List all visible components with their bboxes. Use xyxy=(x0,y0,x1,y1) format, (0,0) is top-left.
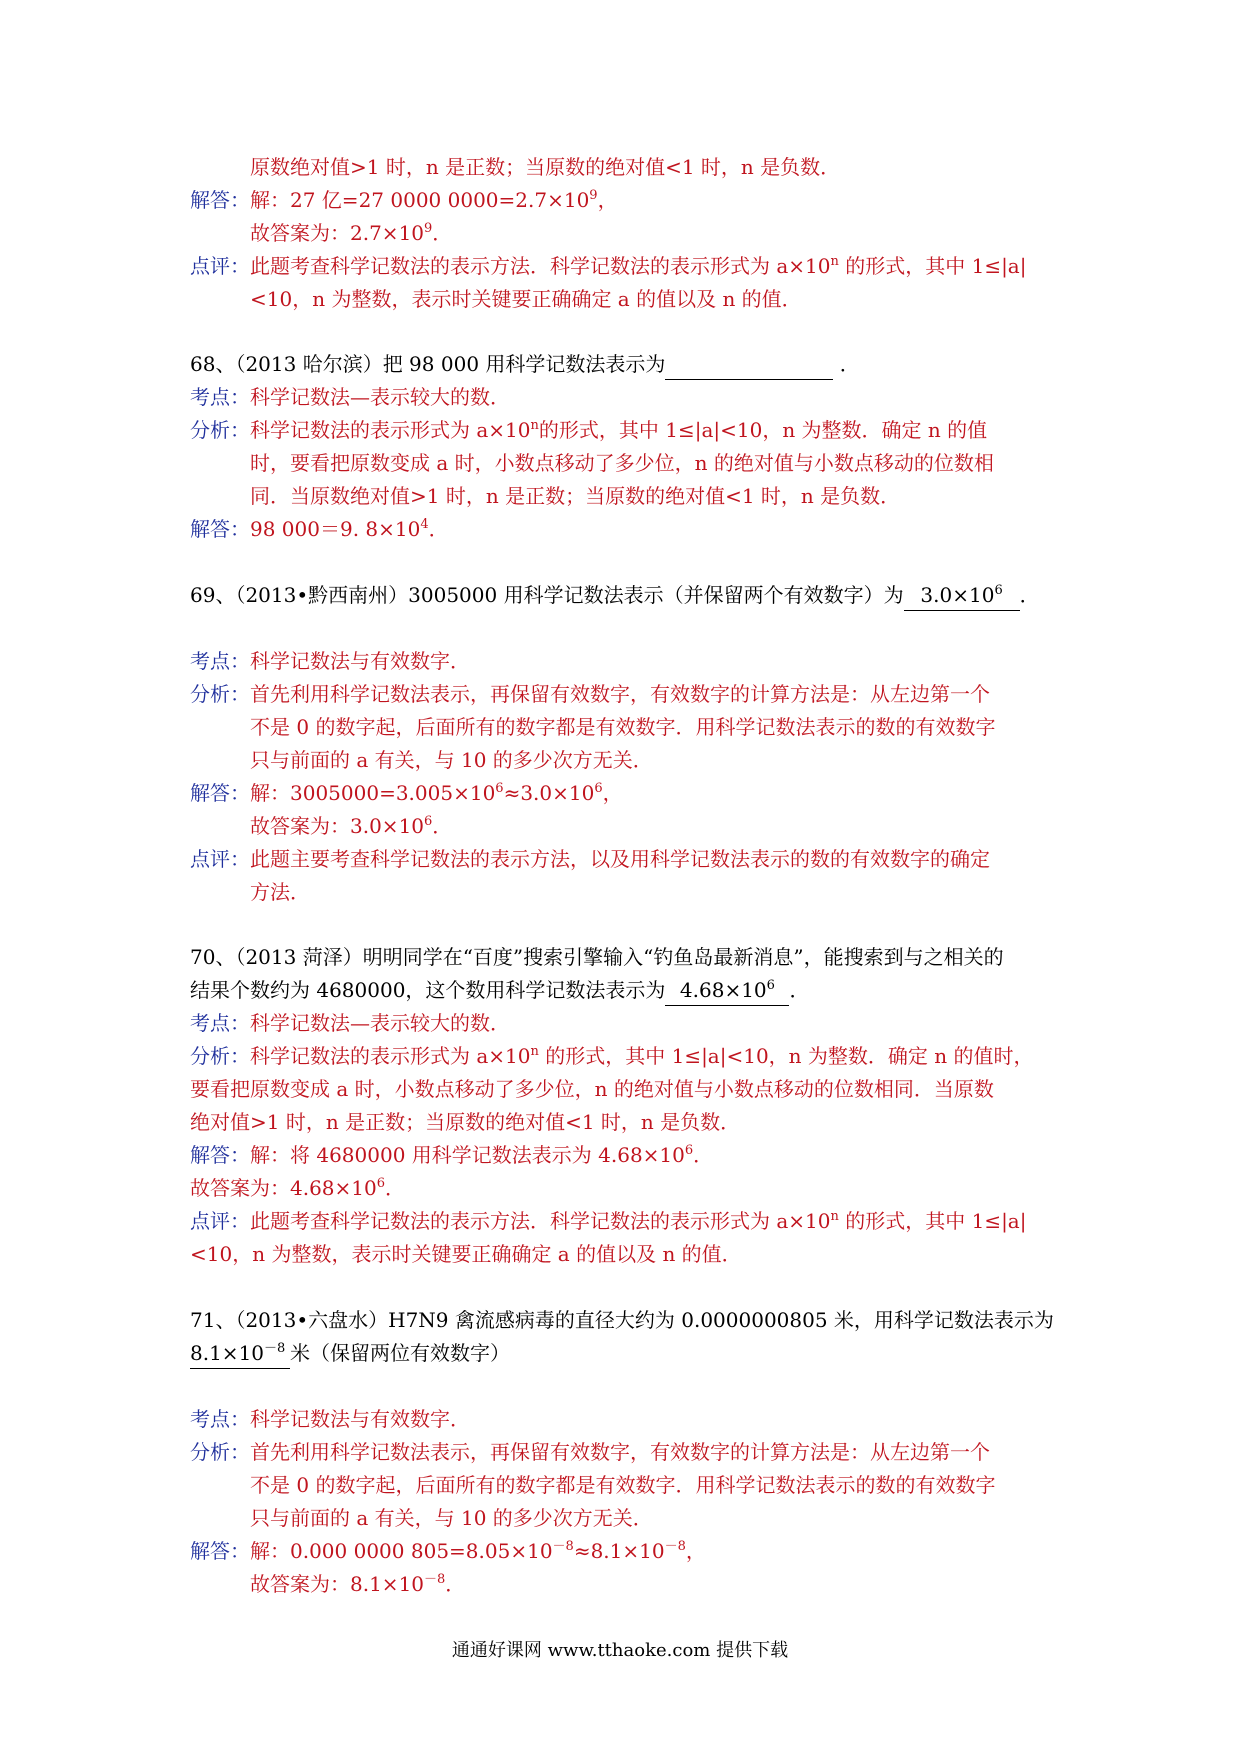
q69-answer-line1: 解答：解：$3005000=3.005\times 10^6\approx 3.0\times 10^6$， xyxy=(190,781,623,805)
q71-question-line1: 71、（2013•六盘水）H7N9 禽流感病毒的直径大约为 0.0000000805 米，用科学记数法表示为 xyxy=(190,1308,1054,1332)
q70-answer-blank: $4.68\times 10^6$ xyxy=(665,975,789,1006)
q70-question-line1: 70、（2013 菏泽）明明同学在“百度”搜索引擎输入“钓鱼岛最新消息”，能搜索到与之相关的 xyxy=(190,945,1004,969)
q68-kaodian: 考点：科学记数法—表示较大的数． xyxy=(190,385,510,409)
q69-answer-blank: $3.0\times 10^6$ xyxy=(904,580,1020,611)
q69-question: 69、（2013•黔西南州）3005000 用科学记数法表示（并保留两个有效数字）为 $3.0\times 10^6$ ． xyxy=(190,580,1040,611)
q67-comment-line1: 点评：此题考查科学记数法的表示方法．科学记数法的表示形式为 $a\times 10^n$ 的形式，其中 1≤|a| xyxy=(190,254,1027,278)
q71-answer-blank: $8.1\times 10^{-8}$ xyxy=(190,1338,290,1369)
q68-analysis-line1: 分析：科学记数法的表示形式为 $a\times 10^n$的形式，其中 1≤|a|<10，n 为整数．确定 n 的值 xyxy=(190,418,988,442)
q69-analysis-line3: 只与前面的 a 有关，与 10 的多少次方无关． xyxy=(250,748,653,772)
label-dianping: 点评： xyxy=(190,254,250,278)
q67-answer-line2: 故答案为：$2.7\times 10^9$． xyxy=(250,221,453,245)
q70-analysis-line1: 分析：科学记数法的表示形式为 $a\times 10^n$ 的形式，其中 1≤|a|<10，n 为整数．确定 n 的值时， xyxy=(190,1044,1034,1068)
q68-answer: 解答：98 000＝9. $8\times 10^4$． xyxy=(190,517,449,541)
q70-kaodian: 考点：科学记数法—表示较大的数． xyxy=(190,1011,510,1035)
q70-answer-line1: 解答：解：将 4680000 用科学记数法表示为 $4.68\times 10^6$． xyxy=(190,1143,714,1167)
q70-analysis-line2: 要看把原数变成 a 时，小数点移动了多少位，n 的绝对值与小数点移动的位数相同．当原数 xyxy=(190,1077,994,1101)
q71-analysis-line2: 不是 0 的数字起，后面所有的数字都是有效数字．用科学记数法表示的数的有效数字 xyxy=(250,1473,996,1497)
q69-answer-line2: 故答案为：$3.0\times 10^6$． xyxy=(250,814,453,838)
q67-analysis-line: 原数绝对值>1 时，n 是正数；当原数的绝对值<1 时，n 是负数． xyxy=(250,155,841,179)
q68-analysis-line3: 同．当原数绝对值>1 时，n 是正数；当原数的绝对值<1 时，n 是负数． xyxy=(250,484,901,508)
q69-comment-line2: 方法． xyxy=(250,880,310,904)
label-jieda: 解答： xyxy=(190,188,250,212)
q70-comment-line1: 点评：此题考查科学记数法的表示方法．科学记数法的表示形式为 $a\times 10^n$ 的形式，其中 1≤|a| xyxy=(190,1209,1027,1233)
q71-analysis-line3: 只与前面的 a 有关，与 10 的多少次方无关． xyxy=(250,1506,653,1530)
q68-answer-blank xyxy=(665,349,833,380)
q70-comment-line2: <10，n 为整数，表示时关键要正确确定 a 的值以及 n 的值． xyxy=(190,1242,742,1266)
page-footer: 通通好课网 www.tthaoke.com 提供下载 xyxy=(451,1640,789,1661)
q71-analysis-line1: 分析：首先利用科学记数法表示，再保留有效数字，有效数字的计算方法是：从左边第一个 xyxy=(190,1440,990,1464)
q67-answer-line1: 解答：解：27 亿=27 0000 $0000=2.7\times 10^9$， xyxy=(190,188,618,212)
q69-kaodian: 考点：科学记数法与有效数字． xyxy=(190,649,470,673)
q71-question-line2: $8.1\times 10^{-8}$ 米（保留两位有效数字） xyxy=(190,1338,510,1369)
q67-comment-line2: <10，n 为整数，表示时关键要正确确定 a 的值以及 n 的值． xyxy=(250,287,802,311)
q69-analysis-line1: 分析：首先利用科学记数法表示，再保留有效数字，有效数字的计算方法是：从左边第一个 xyxy=(190,682,990,706)
q71-kaodian: 考点：科学记数法与有效数字． xyxy=(190,1407,470,1431)
q70-answer-line2: 故答案为：$4.68\times 10^6$． xyxy=(190,1176,406,1200)
q68-analysis-line2: 时，要看把原数变成 a 时，小数点移动了多少位，n 的绝对值与小数点移动的位数相 xyxy=(250,451,994,475)
q69-analysis-line2: 不是 0 的数字起，后面所有的数字都是有效数字．用科学记数法表示的数的有效数字 xyxy=(250,715,996,739)
q70-question-line2: 结果个数约为 4680000，这个数用科学记数法表示为 $4.68\times 10^6$ ． xyxy=(190,975,809,1006)
q71-answer-line2: 故答案为：$8.1\times 10^{-8}$． xyxy=(250,1572,466,1596)
q71-answer-line1: 解答：解：0.000 0000 $805=8.05\times 10^{-8}\approx 8.1\times 10^{-8}$， xyxy=(190,1539,706,1563)
q68-question: 68、（2013 哈尔滨）把 98 000 用科学记数法表示为 ． xyxy=(190,349,860,380)
q69-comment-line1: 点评：此题主要考查科学记数法的表示方法，以及用科学记数法表示的数的有效数字的确定 xyxy=(190,847,990,871)
q70-analysis-line3: 绝对值>1 时，n 是正数；当原数的绝对值<1 时，n 是负数． xyxy=(190,1110,741,1134)
